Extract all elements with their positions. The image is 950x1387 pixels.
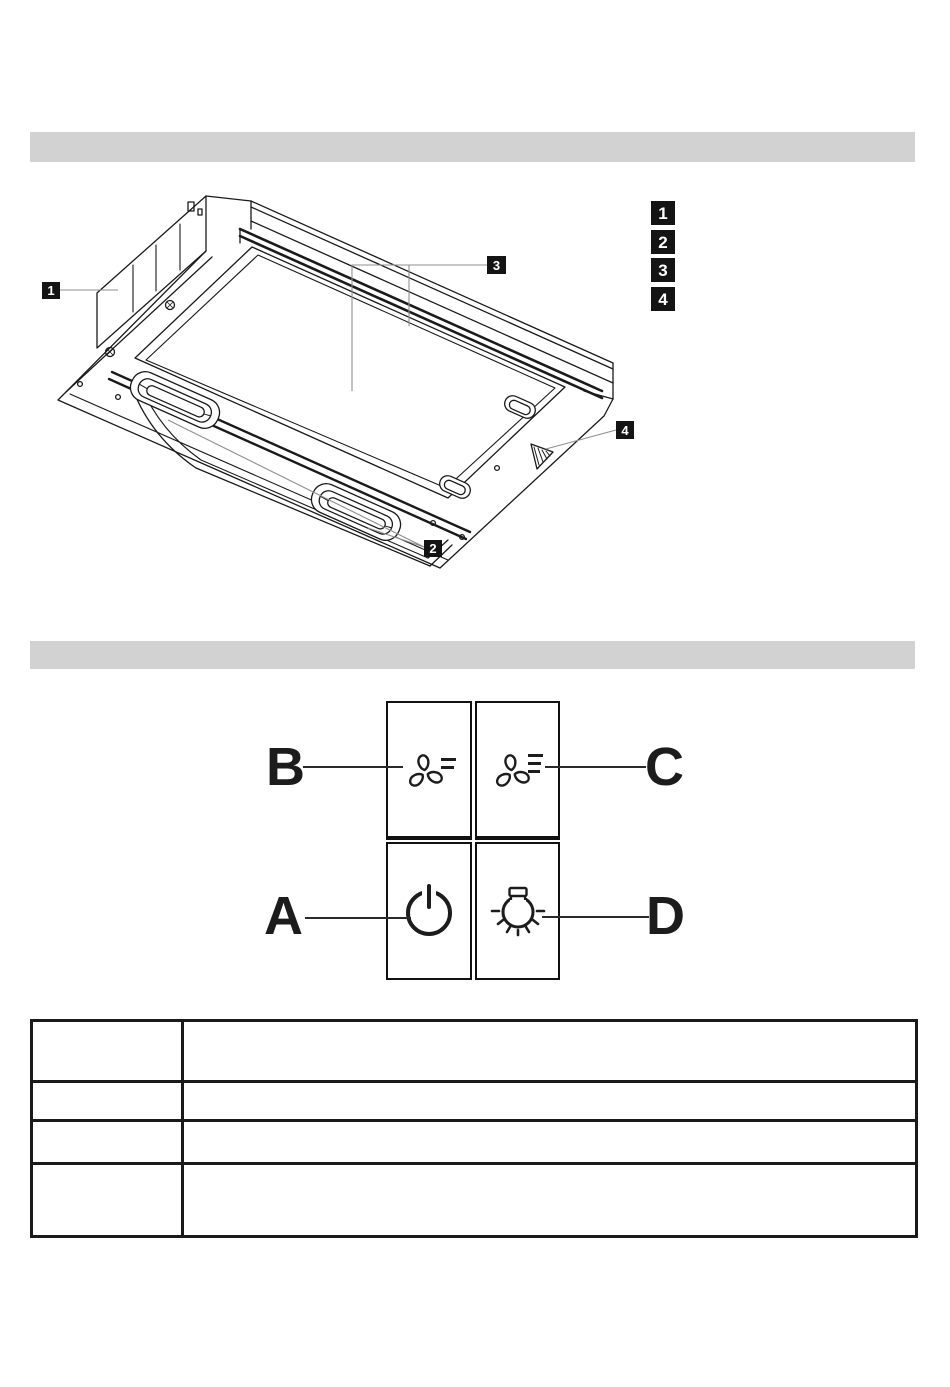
table-cell: [32, 1082, 183, 1121]
rail-lines: [251, 201, 613, 383]
leader-line-b: [303, 766, 403, 768]
power-icon: [399, 881, 459, 941]
button-label-d: D: [646, 886, 684, 946]
power-button: [386, 842, 472, 980]
light-button: [475, 842, 560, 980]
fan-speed-3-button: [475, 701, 560, 840]
hood-underside-diagram: [0, 0, 950, 620]
fan-speed-2-button: [386, 701, 472, 840]
spec-table: [30, 1019, 918, 1238]
legend-item-1: 1: [651, 201, 675, 225]
leader-line-a: [305, 917, 411, 919]
button-label-c: C: [645, 737, 683, 797]
table-row: [32, 1021, 917, 1082]
light-icon: [486, 882, 550, 940]
legend-item-2: 2: [651, 230, 675, 254]
button-label-b: B: [266, 737, 304, 797]
housing-left-face: [97, 196, 206, 348]
button-label-a: A: [264, 886, 302, 946]
leader-line-d: [542, 916, 649, 918]
table-cell: [32, 1021, 183, 1082]
callout-2-badge: 2: [424, 540, 442, 557]
fan-speed-3-icon: [487, 748, 549, 792]
legend-item-4: 4: [651, 287, 675, 311]
table-cell: [183, 1082, 917, 1121]
table-row: [32, 1121, 917, 1164]
leader-line-c: [545, 766, 646, 768]
table-cell: [183, 1121, 917, 1164]
table-cell: [32, 1121, 183, 1164]
table-row: [32, 1082, 917, 1121]
legend-item-3: 3: [651, 258, 675, 282]
table-cell: [183, 1164, 917, 1237]
table-cell: [183, 1021, 917, 1082]
callout-3-badge: 3: [487, 256, 506, 274]
callout-1-badge: 1: [42, 282, 60, 299]
callout-4-badge: 4: [616, 421, 634, 439]
table-row: [32, 1164, 917, 1237]
fan-speed-2-icon: [398, 748, 460, 792]
table-cell: [32, 1164, 183, 1237]
section-bar-2: [30, 641, 915, 669]
